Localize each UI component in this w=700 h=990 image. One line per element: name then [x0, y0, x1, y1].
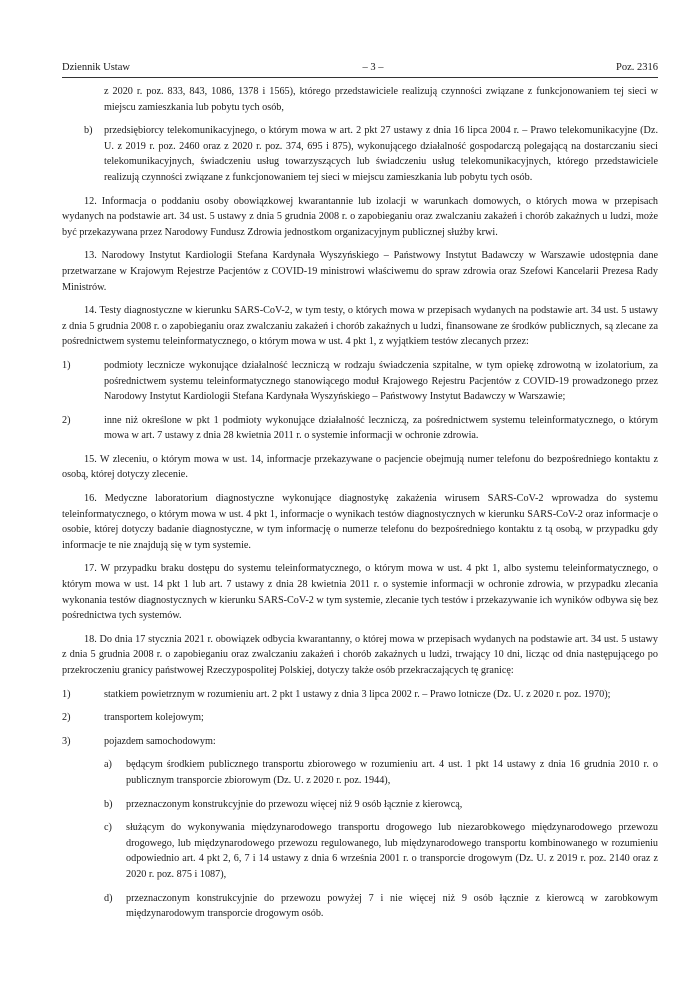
- list-item-label: b): [84, 125, 93, 137]
- paragraph-17: 17. W przypadku braku dostępu do systemu teleinformatycznego, o którym mowa w ust. 4 pkt 1, albo systemu teleinformatycznego, o którym mowa w ust. 14 pkt 1 lub art. 7 ustawy z dnia 28 kwietnia 2011 r. o systemie informacji w ochronie zdrowia, w przypadku zlecania wykonania testów diagnostycznych w kierunku SARS-CoV-2 w tym systemie, zlecanie tych testów i przekazywanie ich wyników odbywa się bez pośrednictwa tych systemów.: [62, 563, 658, 622]
- paragraph-18: 18. Do dnia 17 stycznia 2021 r. obowiązek odbycia kwarantanny, o której mowa w przepisach wydanych na podstawie art. 34 ust. 5 ustawy z dnia 5 grudnia 2008 r. o zapobieganiu oraz zwalczaniu zakażeń i chorób zakaźnych u ludzi, trwający 10 dni, licząc od dnia następującego po przekroczeniu granicy państwowej Rzeczypospolitej Polskiej, dotyczy także osób przekraczających tę granicę:: [62, 633, 658, 676]
- list-item: [62, 710, 658, 726]
- position-number: Poz. 2316: [615, 62, 658, 73]
- page-number: – 3 –: [362, 62, 384, 73]
- list-item-b: [62, 123, 658, 185]
- list-item-label: 2): [62, 414, 71, 426]
- list-item: [62, 734, 658, 750]
- list-item-label: b): [104, 798, 113, 810]
- paragraph-12: 12. Informacja o poddaniu osoby obowiązkowej kwarantannie lub izolacji w warunkach domowych, o których mowa w przepisach wydanych na podstawie art. 34 ust. 5 ustawy z dnia 5 grudnia 2008 r. o zapobieganiu oraz zwalczaniu zakażeń i chorób zakaźnych u ludzi, może być przekazywana przez Narodowy Fundusz Zdrowia jednostkom organizacyjnym publicznej służby krwi.: [62, 195, 658, 238]
- document-body: [62, 84, 658, 922]
- list-item-label: 1): [62, 688, 71, 700]
- journal-title: Dziennik Ustaw: [62, 62, 130, 73]
- paragraph-15: 15. W zleceniu, o którym mowa w ust. 14, informacje przekazywane o pacjencie obejmują numer telefonu do bezpośredniego kontaktu z osobą, której dotyczy zlecenie.: [62, 453, 658, 481]
- list-item: [62, 413, 658, 444]
- list-item-text: podmioty lecznicze wykonujące działalność leczniczą w rodzaju świadczenia szpitalne, w tym opiekę zdrowotną w izolatorium, za pośrednictwem systemu teleinformatycznego stanowiącego moduł Krajowego Rejestru Pacjentów z COVID-19 prowadzonego przez Narodowy Instytut Kardiologii Stefana Kardynała Wyszyńskiego – Państwowy Instytut Badawczy w Warszawie;: [104, 359, 658, 403]
- continuation-text: z 2020 r. poz. 833, 843, 1086, 1378 i 1565), którego przedstawiciele realizują czynności związane z funkcjonowaniem tej sieci w miejscu zamieszkania lub pobytu tych osób,: [104, 86, 658, 113]
- list-item-text: przedsiębiorcy telekomunikacyjnego, o którym mowa w art. 2 pkt 27 ustawy z dnia 16 lipca 2004 r. – Prawo telekomunikacyjne (Dz. U. z 2019 r. poz. 2460 oraz z 2020 r. poz. 374, 695 i 875), wykonującego działalność gospodarczą polegającą na dostarczaniu sieci telekomunikacyjnych, świadczeniu usług towarzyszących lub świadczeniu usług telekomunikacyjnych, którego przedstawiciele realizują czynności związane z funkcjonowaniem tej sieci w miejscu zamieszkania lub pobytu tych osób.: [104, 125, 658, 183]
- paragraph-13: 13. Narodowy Instytut Kardiologii Stefana Kardynała Wyszyńskiego – Państwowy Instytut Badawczy w Warszawie udostępnia dane przetwarzane w Krajowym Rejestrze Pacjentów z COVID-19 ministrowi właściwemu do spraw zdrowia oraz Szefowi Kancelarii Prezesa Rady Ministrów.: [62, 250, 658, 293]
- list-item-text: inne niż określone w pkt 1 podmioty wykonujące działalność leczniczą, za pośrednictwem systemu teleinformatycznego, o którym mowa w art. 7 ustawy z dnia 28 kwietnia 2011 r. o systemie informacji w ochronie zdrowia.: [104, 414, 658, 442]
- header-divider: [62, 77, 658, 78]
- list-item-text: przeznaczonym konstrukcyjnie do przewozu więcej niż 9 osób łącznie z kierowcą,: [126, 798, 463, 810]
- list-item-text: statkiem powietrznym w rozumieniu art. 2 pkt 1 ustawy z dnia 3 lipca 2002 r. – Prawo lotnicze (Dz. U. z 2020 r. poz. 1970);: [104, 688, 611, 700]
- list-item-label: d): [104, 892, 113, 904]
- paragraph-14: 14. Testy diagnostyczne w kierunku SARS-CoV-2, w tym testy, o których mowa w przepisach wydanych na podstawie art. 34 ust. 5 ustawy z dnia 5 grudnia 2008 r. o zapobieganiu oraz zwalczaniu zakażeń i chorób zakaźnych u ludzi, finansowane ze środków publicznych, są zlecane za pośrednictwem systemu teleinformatycznego, o którym mowa w ust. 4 pkt 1, z wyjątkiem testów zlecanych przez:: [62, 305, 658, 348]
- list-item-text: przeznaczonym konstrukcyjnie do przewozu powyżej 7 i nie więcej niż 9 osób łącznie z kierowcą w zarobkowym międzynarodowym transporcie drogowym osób.: [126, 892, 658, 920]
- list-item: [62, 358, 658, 405]
- list-item-label: a): [104, 759, 112, 771]
- list-item-text: transportem kolejowym;: [104, 712, 204, 724]
- paragraph-16: 16. Medyczne laboratorium diagnostyczne wykonujące diagnostykę zakażenia wirusem SARS-CoV-2 wprowadza do systemu teleinformatycznego, o którym mowa w ust. 4 pkt 1, informacje o wynikach testów diagnostycznych w kierunku SARS-CoV-2 oraz informacje o osobie, której dotyczy badanie diagnostyczne, w tym informację o numerze telefonu do bezpośredniego kontaktu z tą osobą, w przypadku gdy informacje te nie znajdują się w tym systemie.: [62, 493, 658, 551]
- page-header: [62, 60, 658, 76]
- list-item-text: będącym środkiem publicznego transportu zbiorowego w rozumieniu art. 4 ust. 1 pkt 14 ustawy z dnia 16 grudnia 2010 r. o publicznym transporcie zbiorowym (Dz. U. z 2020 r. poz. 1944),: [126, 759, 658, 786]
- sub-list-item-a: [62, 757, 658, 788]
- sub-list-item-b: [62, 797, 658, 813]
- list-item-label: 2): [62, 712, 71, 724]
- sub-list-item-c: [62, 820, 658, 882]
- sub-list-item-d: [62, 891, 658, 922]
- list-item-label: 1): [62, 359, 71, 371]
- list-item-text: pojazdem samochodowym:: [104, 735, 216, 747]
- list-item-text: służącym do wykonywania międzynarodowego transportu drogowego lub niezarobkowego międzynarodowego przewozu drogowego, lub międzynarodowego przewozu regulowanego, lub międzynarodowego transportu kombinowanego w rozumieniu odpowiednio art. 4 pkt 2, 6, 7 i 14 ustawy z dnia 6 września 2001 r. o transporcie drogowym (Dz. U. z 2019 r. poz. 2140 oraz z 2020 r. poz. 875 i 1087),: [126, 822, 658, 880]
- list-item-label: 3): [62, 735, 71, 747]
- list-item-label: c): [104, 822, 112, 834]
- list-item: [62, 687, 658, 703]
